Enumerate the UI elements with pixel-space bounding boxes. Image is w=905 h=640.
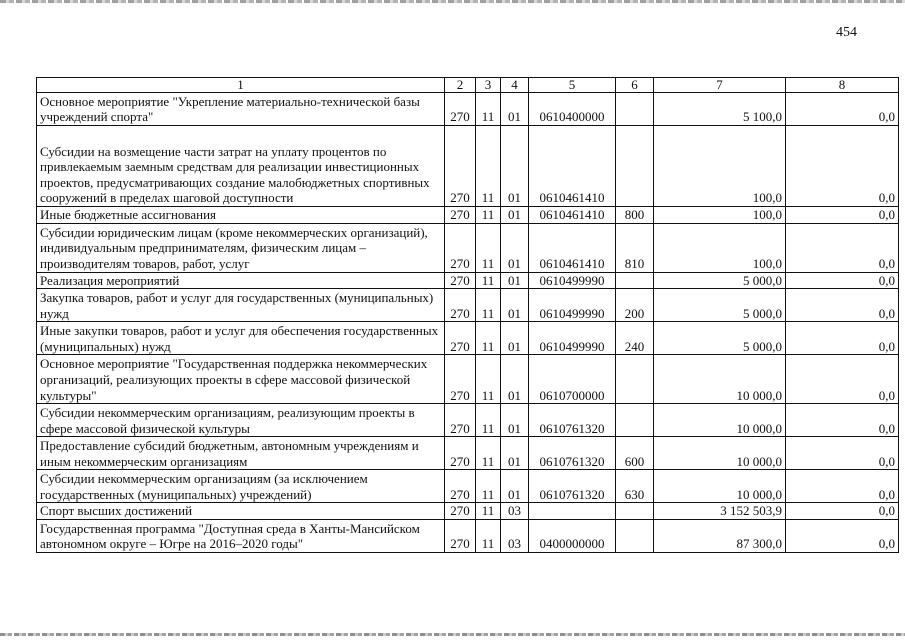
table-row — [37, 223, 899, 272]
cell-c8: 0,0 — [786, 404, 899, 437]
table-row — [37, 519, 899, 552]
cell-c2: 270 — [445, 355, 476, 404]
cell-c2: 270 — [445, 272, 476, 289]
header-cell: 3 — [476, 78, 501, 93]
cell-c3: 11 — [476, 126, 501, 207]
cell-c2: 270 — [445, 470, 476, 503]
row-name: Иные бюджетные ассигнования — [37, 207, 445, 224]
cell-c3: 11 — [476, 272, 501, 289]
cell-c4: 01 — [501, 289, 529, 322]
cell-c7: 10 000,0 — [654, 437, 786, 470]
cell-c7: 3 152 503,9 — [654, 503, 786, 520]
cell-c8: 0,0 — [786, 93, 899, 126]
cell-c3: 11 — [476, 437, 501, 470]
cell-c5: 0610499990 — [529, 322, 616, 355]
cell-c3: 11 — [476, 289, 501, 322]
table-row — [37, 355, 899, 404]
cell-c2: 270 — [445, 437, 476, 470]
row-name: Иные закупки товаров, работ и услуг для обеспечения государственных (муниципальных) нужд — [37, 322, 445, 355]
header-cell: 5 — [529, 78, 616, 93]
cell-c8: 0,0 — [786, 437, 899, 470]
cell-c7: 100,0 — [654, 207, 786, 224]
cell-c2: 270 — [445, 93, 476, 126]
cell-c5: 0610461410 — [529, 207, 616, 224]
cell-c2: 270 — [445, 519, 476, 552]
cell-c2: 270 — [445, 503, 476, 520]
cell-c8: 0,0 — [786, 223, 899, 272]
cell-c3: 11 — [476, 93, 501, 126]
cell-c3: 11 — [476, 470, 501, 503]
cell-c2: 270 — [445, 289, 476, 322]
cell-c3: 11 — [476, 404, 501, 437]
cell-c4: 01 — [501, 437, 529, 470]
cell-c3: 11 — [476, 322, 501, 355]
row-name: Основное мероприятие "Укрепление материально-технической базы учреждений спорта" — [37, 93, 445, 126]
table-row — [37, 437, 899, 470]
cell-c5: 0610700000 — [529, 355, 616, 404]
cell-c6 — [616, 272, 654, 289]
cell-c6: 810 — [616, 223, 654, 272]
cell-c8: 0,0 — [786, 289, 899, 322]
table-row — [37, 503, 899, 520]
row-name: Спорт высших достижений — [37, 503, 445, 520]
row-name: Государственная программа "Доступная среда в Ханты-Мансийском автономном округе – Югре на 2016–2020 годы" — [37, 519, 445, 552]
cell-c5: 0610761320 — [529, 437, 616, 470]
cell-c7: 10 000,0 — [654, 404, 786, 437]
row-name: Субсидии на возмещение части затрат на уплату процентов по привлекаемым заемным средствам для реализации инвестиционных проектов, предусматривающих создание малобюджетных спортивных сооружений в пределах шаговой доступности — [37, 126, 445, 207]
header-cell: 8 — [786, 78, 899, 93]
cell-c5: 0610499990 — [529, 272, 616, 289]
cell-c7: 100,0 — [654, 223, 786, 272]
budget-table — [36, 77, 899, 553]
cell-c2: 270 — [445, 126, 476, 207]
cell-c4: 01 — [501, 404, 529, 437]
cell-c3: 11 — [476, 207, 501, 224]
table-row — [37, 93, 899, 126]
cell-c5: 0400000000 — [529, 519, 616, 552]
cell-c2: 270 — [445, 322, 476, 355]
cell-c8: 0,0 — [786, 126, 899, 207]
cell-c5: 0610400000 — [529, 93, 616, 126]
cell-c5 — [529, 503, 616, 520]
cell-c4: 01 — [501, 355, 529, 404]
header-cell: 4 — [501, 78, 529, 93]
cell-c8: 0,0 — [786, 503, 899, 520]
cell-c5: 0610461410 — [529, 223, 616, 272]
cell-c4: 01 — [501, 272, 529, 289]
cell-c8: 0,0 — [786, 272, 899, 289]
table-row — [37, 322, 899, 355]
row-name: Субсидии некоммерческим организациям, реализующим проекты в сфере массовой физической культуры — [37, 404, 445, 437]
cell-c6: 800 — [616, 207, 654, 224]
cell-c4: 03 — [501, 503, 529, 520]
cell-c7: 10 000,0 — [654, 355, 786, 404]
cell-c4: 03 — [501, 519, 529, 552]
table-row — [37, 404, 899, 437]
cell-c5: 0610761320 — [529, 470, 616, 503]
cell-c5: 0610499990 — [529, 289, 616, 322]
cell-c8: 0,0 — [786, 355, 899, 404]
table-row — [37, 207, 899, 224]
table-row — [37, 470, 899, 503]
row-name: Субсидии юридическим лицам (кроме некоммерческих организаций), индивидуальным предпринимателям, физическим лицам – производителям товаров, работ, услуг — [37, 223, 445, 272]
cell-c6 — [616, 503, 654, 520]
cell-c8: 0,0 — [786, 322, 899, 355]
row-name: Основное мероприятие "Государственная поддержка некоммерческих организаций, реализующих проекты в сфере массовой физической культуры" — [37, 355, 445, 404]
cell-c7: 5 100,0 — [654, 93, 786, 126]
scan-edge-top — [0, 0, 905, 3]
cell-c3: 11 — [476, 519, 501, 552]
cell-c4: 01 — [501, 207, 529, 224]
row-name: Предоставление субсидий бюджетным, автономным учреждениям и иным некоммерческим организациям — [37, 437, 445, 470]
table-row — [37, 272, 899, 289]
cell-c4: 01 — [501, 470, 529, 503]
cell-c4: 01 — [501, 223, 529, 272]
cell-c2: 270 — [445, 223, 476, 272]
cell-c7: 5 000,0 — [654, 322, 786, 355]
row-name: Закупка товаров, работ и услуг для государственных (муниципальных) нужд — [37, 289, 445, 322]
cell-c7: 87 300,0 — [654, 519, 786, 552]
cell-c6 — [616, 126, 654, 207]
cell-c7: 10 000,0 — [654, 470, 786, 503]
cell-c6: 630 — [616, 470, 654, 503]
scan-edge-bottom — [0, 633, 905, 636]
cell-c6 — [616, 355, 654, 404]
cell-c6 — [616, 93, 654, 126]
cell-c5: 0610761320 — [529, 404, 616, 437]
header-cell: 7 — [654, 78, 786, 93]
cell-c6: 200 — [616, 289, 654, 322]
cell-c6 — [616, 404, 654, 437]
cell-c6 — [616, 519, 654, 552]
cell-c3: 11 — [476, 223, 501, 272]
row-name: Субсидии некоммерческим организациям (за исключением государственных (муниципальных) учреждений) — [37, 470, 445, 503]
cell-c7: 100,0 — [654, 126, 786, 207]
cell-c6: 240 — [616, 322, 654, 355]
row-name: Реализация мероприятий — [37, 272, 445, 289]
cell-c2: 270 — [445, 207, 476, 224]
cell-c3: 11 — [476, 503, 501, 520]
cell-c5: 0610461410 — [529, 126, 616, 207]
table-row — [37, 126, 899, 207]
header-cell: 2 — [445, 78, 476, 93]
cell-c8: 0,0 — [786, 207, 899, 224]
header-cell: 1 — [37, 78, 445, 93]
cell-c6: 600 — [616, 437, 654, 470]
page-number: 454 — [836, 25, 857, 40]
table-header-row — [37, 78, 899, 93]
cell-c3: 11 — [476, 355, 501, 404]
table-row — [37, 289, 899, 322]
cell-c4: 01 — [501, 93, 529, 126]
cell-c4: 01 — [501, 126, 529, 207]
cell-c8: 0,0 — [786, 519, 899, 552]
header-cell: 6 — [616, 78, 654, 93]
cell-c7: 5 000,0 — [654, 272, 786, 289]
cell-c2: 270 — [445, 404, 476, 437]
cell-c4: 01 — [501, 322, 529, 355]
cell-c7: 5 000,0 — [654, 289, 786, 322]
cell-c8: 0,0 — [786, 470, 899, 503]
